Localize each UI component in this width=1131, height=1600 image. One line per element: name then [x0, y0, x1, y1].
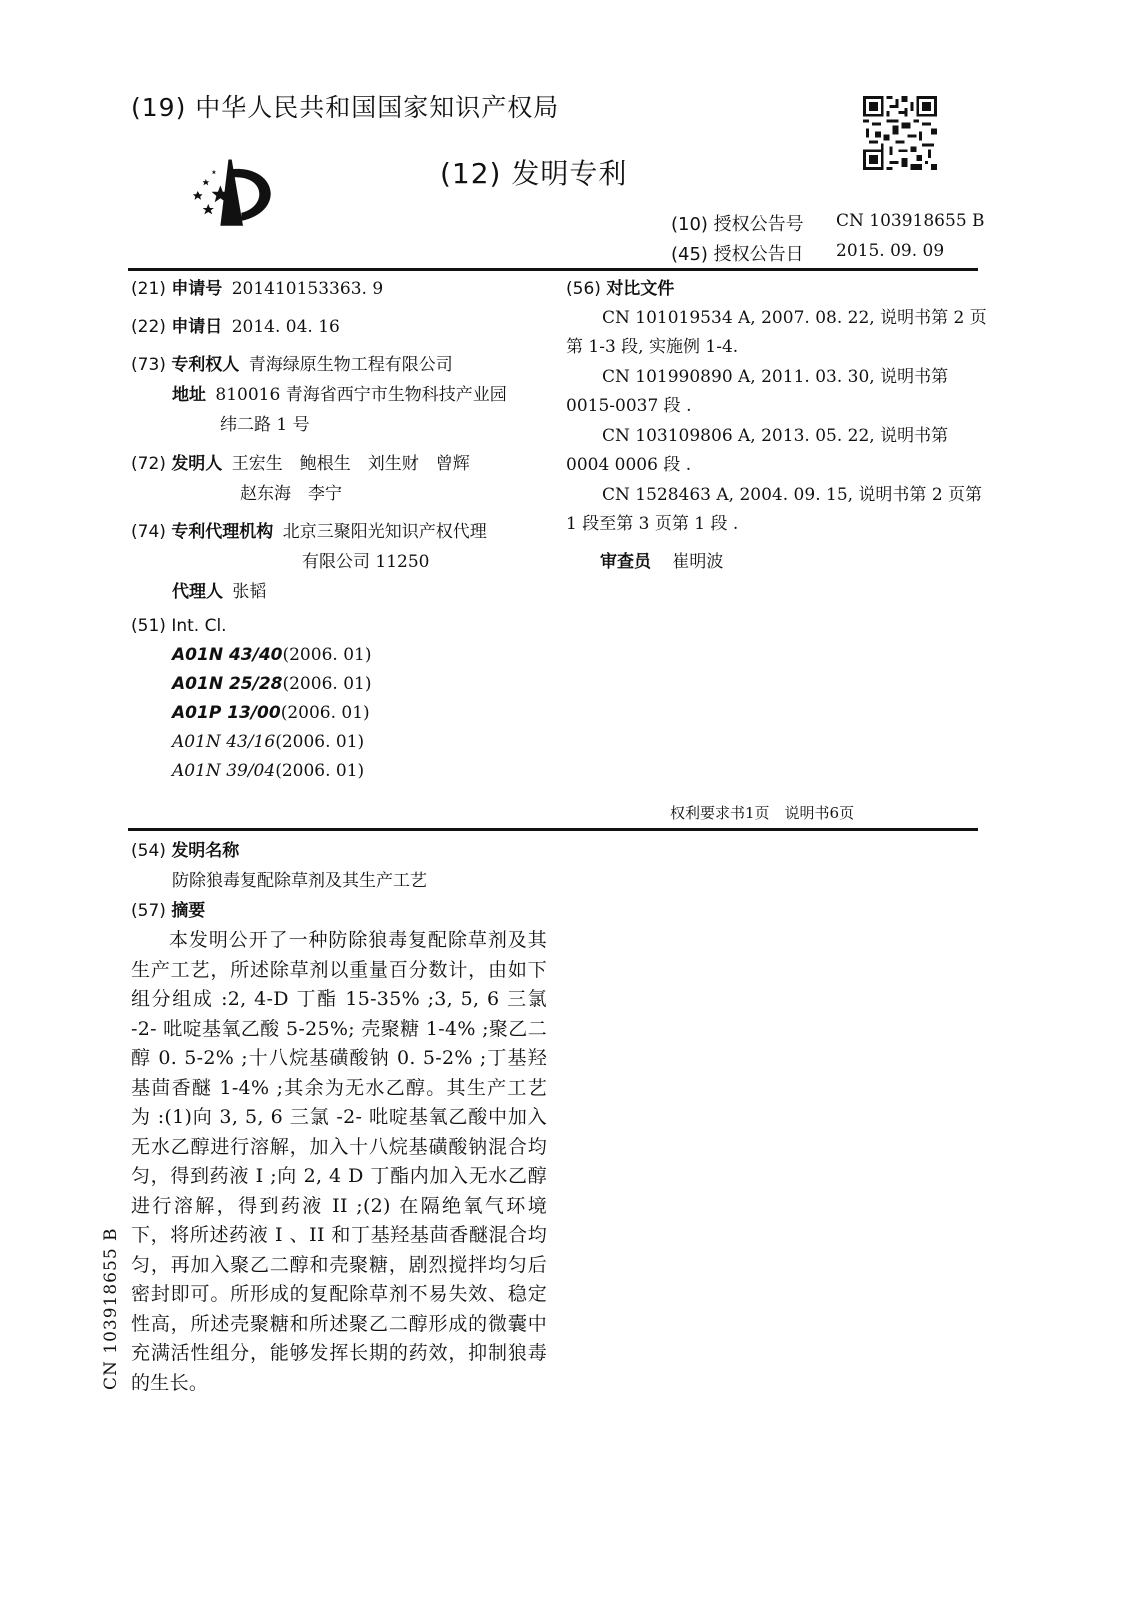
ipc-item — [172, 703, 370, 723]
examiner-field — [600, 547, 723, 572]
inid-code: (22) — [131, 317, 166, 337]
logo-star — [203, 179, 209, 185]
ipc-label: Int. Cl. — [171, 616, 227, 636]
reference-line: CN 101019534 A, 2007. 08. 22, 说明书第 2 页 — [602, 308, 987, 328]
agent-label: 代理人 — [172, 582, 223, 602]
logo-star — [203, 204, 214, 215]
logo-star — [212, 170, 217, 174]
references-heading — [566, 274, 674, 299]
patentee-field — [131, 350, 453, 375]
ipc-version: (2006. 01) — [282, 645, 372, 665]
application-number-field — [131, 274, 383, 299]
qr-code[interactable] — [862, 96, 938, 170]
reference-line: CN 1528463 A, 2004. 09. 15, 说明书第 2 页第 — [602, 485, 983, 505]
inventors-field — [131, 449, 470, 474]
invention-title: 防除狼毒复配除草剂及其生产工艺 — [172, 871, 427, 891]
application-number-label: 申请号 — [171, 279, 223, 299]
logo-star — [193, 191, 203, 200]
ipc-class: A01P 13/00 — [172, 703, 281, 723]
section-divider — [128, 828, 978, 831]
reference-line: 0015-0037 段 . — [566, 396, 692, 416]
reference-line: CN 103109806 A, 2013. 05. 22, 说明书第 — [602, 426, 949, 446]
reference-line: 1 段至第 3 页第 1 段 . — [566, 514, 739, 534]
cnipa-logo — [180, 150, 285, 232]
reference-line: 0004 0006 段 . — [566, 455, 692, 475]
ipc-version: (2006. 01) — [275, 732, 365, 752]
agent-field — [172, 577, 266, 602]
agency-line-2: 有限公司 11250 — [302, 552, 430, 572]
document-type: (12) 发明专利 — [440, 157, 628, 190]
ipc-item — [172, 645, 371, 665]
issuing-office: (19) 中华人民共和国国家知识产权局 — [131, 93, 560, 122]
grant-publication-number-label: (10) 授权公告号 — [671, 214, 804, 235]
ipc-item — [172, 761, 364, 781]
page-counts: 权利要求书1页 说明书6页 — [670, 804, 855, 822]
ipc-class: A01N 39/04 — [172, 761, 276, 781]
agency-field — [131, 517, 487, 542]
patentee: 青海绿原生物工程有限公司 — [248, 355, 453, 375]
ipc-class: A01N 43/16 — [172, 732, 276, 752]
top-divider — [128, 268, 978, 271]
abstract-label: 摘要 — [171, 901, 206, 921]
references-label: 对比文件 — [606, 279, 675, 299]
application-number: 201410153363. 9 — [231, 279, 384, 299]
inventors-line-2: 赵东海 李宁 — [240, 484, 342, 504]
inid-code: (74) — [131, 522, 166, 542]
inid-code: (56) — [566, 279, 601, 299]
inid-code: (57) — [131, 901, 166, 921]
address-line-2: 纬二路 1 号 — [220, 415, 310, 435]
examiner: 崔明波 — [672, 552, 724, 572]
address-label: 地址 — [172, 385, 206, 405]
abstract-text: 本发明公开了一种防除狼毒复配除草剂及其生产工艺，所述除草剂以重量百分数计，由如下组分组成 :2, 4-D 丁酯 15-35% ;3, 5, 6 三氯 -2- 吡啶基氧乙酸 5-25%; 壳聚糖 1-4% ;聚乙二醇 0. 5-2% ;十八烷基磺酸钠 0. 5-2% ;丁基羟基茴香醚 1-4% ;其余为无水乙醇。其生产工艺为 :(1)向 3, 5, 6 三氯 -2- 吡啶基氧乙酸中加入无水乙醇进行溶解，加入十八烷基磺酸钠混合均匀，得到药液 I ;向 2, 4 D 丁酯内加入无水乙醇进行溶解，得到药液 II ;(2) 在隔绝氧气环境下，将所述药液 I 、II 和丁基羟基茴香醚混合均匀，再加入聚乙二醇和壳聚糖，剧烈搅拌均匀后密封即可。所形成的复配除草剂不易失效、稳定性高，所述壳聚糖和所述聚乙二醇形成的微囊中充满活性组分，能够发挥长期的药效，抑制狼毒的生长。 — [131, 929, 547, 1394]
title-label: 发明名称 — [171, 841, 240, 861]
grant-publication-date-label: (45) 授权公告日 — [671, 244, 804, 265]
inid-code: (51) — [131, 616, 166, 636]
address-line-1: 810016 青海省西宁市生物科技产业园 — [215, 385, 507, 405]
ipc-version: (2006. 01) — [280, 703, 370, 723]
reference-line: 第 1-3 段, 实施例 1-4. — [566, 337, 739, 357]
side-publication-number: CN 103918655 B — [101, 1227, 121, 1390]
application-date-label: 申请日 — [171, 317, 223, 337]
agent: 张韬 — [232, 582, 267, 602]
inventors-line-1: 王宏生 鲍根生 刘生财 曾辉 — [231, 454, 470, 474]
inid-code: (73) — [131, 355, 166, 375]
ipc-item — [172, 732, 364, 752]
agency-label: 专利代理机构 — [171, 522, 274, 542]
agency-line-1: 北京三聚阳光知识产权代理 — [282, 522, 487, 542]
inid-code: (21) — [131, 279, 166, 299]
inid-code: (54) — [131, 841, 166, 861]
inid-code: (72) — [131, 454, 166, 474]
reference-line: CN 101990890 A, 2011. 03. 30, 说明书第 — [602, 367, 949, 387]
abstract-heading — [131, 896, 205, 921]
grant-publication-date: 2015. 09. 09 — [836, 241, 945, 261]
inventors-label: 发明人 — [171, 454, 223, 474]
examiner-label: 审查员 — [600, 552, 651, 572]
application-date: 2014. 04. 16 — [231, 317, 340, 337]
patentee-label: 专利权人 — [171, 355, 240, 375]
ipc-item — [172, 674, 371, 694]
grant-publication-number: CN 103918655 B — [836, 211, 985, 231]
ipc-version: (2006. 01) — [275, 761, 365, 781]
ipc-class: A01N 25/28 — [172, 674, 283, 694]
ipc-field — [131, 616, 227, 636]
application-date-field — [131, 312, 340, 337]
address-field — [172, 380, 507, 405]
ipc-version: (2006. 01) — [282, 674, 372, 694]
ipc-class: A01N 43/40 — [172, 645, 283, 665]
title-heading — [131, 836, 239, 861]
